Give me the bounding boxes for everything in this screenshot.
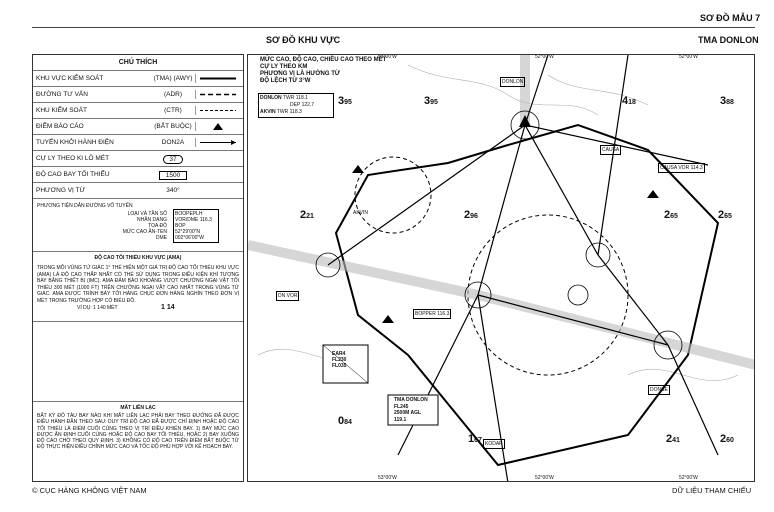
comm-text: BẤT KỲ ĐÔ TÀU BAY NÀO KHI MẤT LIÊN LẠC PHẢI BAY THEO ĐƯỜNG ĐÃ ĐƯỢC ĐIỀU HÀNH ĐẦN THEO SAU: DUY TRÌ ĐỘ CAO ĐÃ ĐƯỢC CHỈ ĐỊNH HOẶC ĐỘ CAO TỐI THIỂU LÀ ĐIỂM CUỐI CÙNG THEO VỊ TRÍ ĐIỀU KHIỂN BAY. 1) BAY MỨC CAO ĐƯỢC ẤN ĐỊNH CUỐI CÙNG HOẶC ĐỘ CAO BAY TỐI THIỂU, HOẶC 2) BAY XUỐNG ĐỘ CAO CHỜ THEO QUY ĐỊNH. 3) KHÔNG CÓ ĐỘ CAO TRÊN ĐIỂM BẮT BUỘC TỪ ĐỘ THỰC HIỆN ĐIỀU CHỈNH MỨC CAO VÀ TỐC ĐỘ PHÙ HỢP VỚI KẾ HOẠCH BAY. (37, 413, 239, 451)
ama-3: 418 (622, 95, 636, 107)
legend-row-tma: KHU VỰC KIỂM SOÁT (TMA) (AWY) (33, 71, 243, 87)
map-note: MỨC CAO, ĐỘ CAO, CHIỀU CAO THEO MÉT CỰ LY THEO KM PHƯƠNG VỊ LÀ HƯỚNG TỪ ĐỘ LỆCH TỪ 3°W (260, 57, 387, 84)
navaid-label-causa: CAUSA VOR 114.3 (660, 165, 703, 171)
legend-row-departure: TUYẾN KHỞI HÀNH ĐIỆN DON2A (33, 135, 243, 151)
example-label: VÍ DỤ: 1 140 MÉT (77, 305, 118, 311)
coord-top-3: 52°00'W (679, 54, 698, 60)
chart-id-label: SƠ ĐỒ MẪU 7 (700, 13, 761, 23)
coord-top-2: 52°00'W (535, 54, 554, 60)
ama-4: 388 (720, 95, 734, 107)
ama-9: 084 (338, 415, 352, 427)
legend-panel (32, 54, 244, 482)
msa-title: ĐỘ CAO TỐI THIỂU KHU VỰC (AMA) (94, 255, 182, 261)
comm-title: MẤT LIÊN LẠC (120, 405, 156, 411)
copyright: © CỤC HÀNG KHÔNG VIỆT NAM (32, 486, 147, 495)
coord-bottom-2: 52°00'W (535, 475, 554, 481)
chart-title-left: SƠ ĐỒ KHU VỰC (266, 35, 341, 45)
legend-row-ctr: KHU KIỂM SOÁT (CTR) (33, 103, 243, 119)
restricted-area-label: EAR4 FL230 FL035 (332, 351, 347, 369)
legend-row-distance: CỰ LY THEO KI LÔ MÉT 37 (33, 151, 243, 167)
coord-bottom-3: 52°00'W (679, 475, 698, 481)
map-graphics (248, 55, 755, 482)
ama-6: 296 (464, 209, 478, 221)
header-rule (32, 27, 755, 28)
ama-1: 395 (338, 95, 352, 107)
navaid-label-bopper: BOPPER 116.3 (415, 311, 450, 317)
ama-7: 265 (664, 209, 678, 221)
ama-10: 167 (468, 433, 482, 445)
waypoint-label-kodap: KODAP (485, 441, 503, 447)
legend-row-adr: ĐƯỜNG TƯ VẤN (ADR) (33, 87, 243, 103)
navaid-label-dnvor: DN VOR (278, 293, 298, 299)
waypoint-label-donlon: DONLON (502, 79, 524, 85)
ama-5: 221 (300, 209, 314, 221)
legend-row-reporting: ĐIỂM BÁO CÁO (BẮT BUỘC) (33, 119, 243, 135)
area-chart-map (247, 54, 755, 482)
example-value: 1 14 (161, 304, 175, 311)
legend-row-min-alt: ĐỘ CAO BAY TỐI THIỂU 1500 (33, 167, 243, 183)
chart-title-right: TMA DONLON (698, 35, 759, 45)
ama-11: 241 (666, 433, 680, 445)
nav-items: LOẠI VÀ TẦN SỐ NHẬN DẠNG TỌA ĐỘ MỨC CAO ĂN-TEN DME (122, 211, 167, 241)
navaid-label-causa-top: CAUSA (602, 147, 620, 153)
nav-example-box: BOOPEPLH VOR/DME 116.3 BOP 52°29'00"N 002°06'00"W (173, 209, 219, 243)
coord-top-1: 53°00'W (378, 54, 397, 60)
airport-label: AKVIN (353, 210, 369, 216)
msa-text: TRONG MỖI VÙNG TỨ GIÁC 1° THỂ HIỆN MỘT GIÁ TRỊ ĐỘ CAO TỐI THIỂU KHU VỰC (AMA) LÀ ĐỘ CAO THẤP NHẤT CÓ THỂ SỬ DỤNG TRONG ĐIỀU KIỆN KHÍ TƯỢNG BAY BẰNG THIẾT BỊ (IMC). AMA ĐẢM BẢO KHOẢNG VƯỢT CHƯỚNG NGẠI VẬT TỐI THIỂU 300 MÉT (1000 FT) TRÊN CHƯỚNG NGẠI VẬT CAO NHẤT TRONG VÙNG TỨ GIÁC. AMA ĐƯỢC TRÌNH BÀY TỚI HÀNG CHỤC ĐƠN HÀNG NGHÌN THEO ĐƠN VỊ MÉT TRONG TRƯỜNG HỢP CÓ BIỂU ĐỒ. (37, 265, 239, 304)
waypoint-label-donse: DONSE (650, 387, 668, 393)
footer-reference: DỮ LIỆU THAM CHIẾU (672, 486, 752, 495)
coord-bottom-1: 53°00'W (378, 475, 397, 481)
ama-8: 265 (718, 209, 732, 221)
ama-12: 260 (720, 433, 734, 445)
tma-label: TMA DONLON FL245 2500M AGL 119.1 (394, 397, 428, 423)
frequency-box: DONLON TWR 118.1 DEP 122.7 AKVIN TWR 118.3 (258, 93, 334, 118)
ama-2: 395 (424, 95, 438, 107)
legend-title: CHÚ THÍCH (118, 59, 158, 66)
legend-row-bearing: PHƯƠNG VỊ TỪ 340° (33, 183, 243, 199)
nav-section-title: PHƯƠNG TIỆN DẪN ĐƯỜNG VÔ TUYẾN (37, 203, 133, 209)
